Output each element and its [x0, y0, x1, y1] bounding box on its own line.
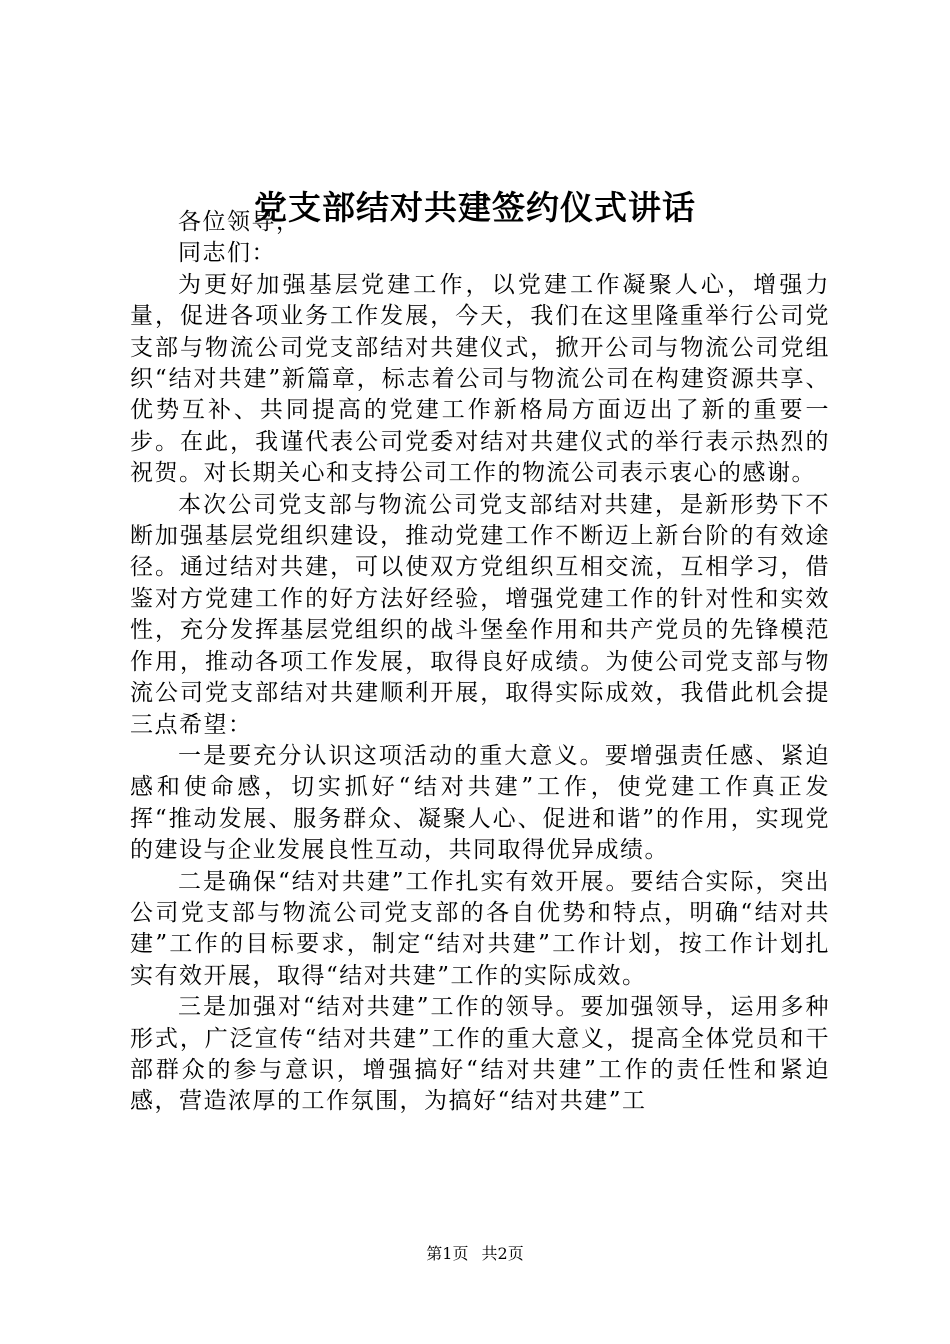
paragraph-opening: 为更好加强基层党建工作，以党建工作凝聚人心，增强力量，促进各项业务工作发展，今天，我们在这里隆重举行公司党支部与物流公司党支部结对共建仪式，掀开公司与物流公司党组织“结对共建”新篇章，标志着公司与物流公司在构建资源共享、优势互补、共同提高的党建工作新格局方面迈出了新的重要一步。在此，我谨代表公司党委对结对共建仪式的举行表示热烈的祝贺。对长期关心和支持公司工作的物流公司表示衷心的感谢。 [130, 271, 830, 487]
paragraph-point-three: 三是加强对“结对共建”工作的领导。要加强领导，运用多种形式，广泛宣传“结对共建”工作的重大意义，提高全体党员和干部群众的参与意识，增强搞好“结对共建”工作的责任性和紧迫感，营造浓厚的工作氛围，为搞好“结对共建”工 [130, 994, 830, 1115]
paragraph-significance: 本次公司党支部与物流公司党支部结对共建，是新形势下不断加强基层党组织建设，推动党建工作不断迈上新台阶的有效途径。通过结对共建，可以使双方党组织互相交流，互相学习，借鉴对方党建工作的好方法好经验，增强党建工作的针对性和实效性，充分发挥基层党组织的战斗堡垒作用和共产党员的先锋模范作用，推动各项工作发展，取得良好成绩。为使公司党支部与物流公司党支部结对共建顺利开展，取得实际成效，我借此机会提三点希望： [130, 491, 830, 738]
salutation-comrades: 同志们： [178, 240, 276, 267]
page-footer [0, 1242, 950, 1266]
salutation-leaders: 各位领导， [178, 209, 301, 235]
paragraph-point-one: 一是要充分认识这项活动的重大意义。要增强责任感、紧迫感和使命感，切实抓好“结对共建”工作，使党建工作真正发挥“推动发展、服务群众、凝聚人心、促进和谐”的作用，实现党的建设与企业发展良性互动，共同取得优异成绩。 [130, 742, 830, 864]
document-title: 党支部结对共建签约仪式讲话 [254, 188, 696, 227]
paragraph-point-two: 二是确保“结对共建”工作扎实有效开展。要结合实际，突出公司党支部与物流公司党支部的各自优势和特点，明确“结对共建”工作的目标要求，制定“结对共建”工作计划，按工作计划扎实有效开展，取得“结对共建”工作的实际成效。 [130, 868, 830, 989]
page-total: 共2页 [481, 1244, 524, 1263]
document-body [130, 207, 830, 1118]
page-number: 第1页 [426, 1244, 469, 1263]
